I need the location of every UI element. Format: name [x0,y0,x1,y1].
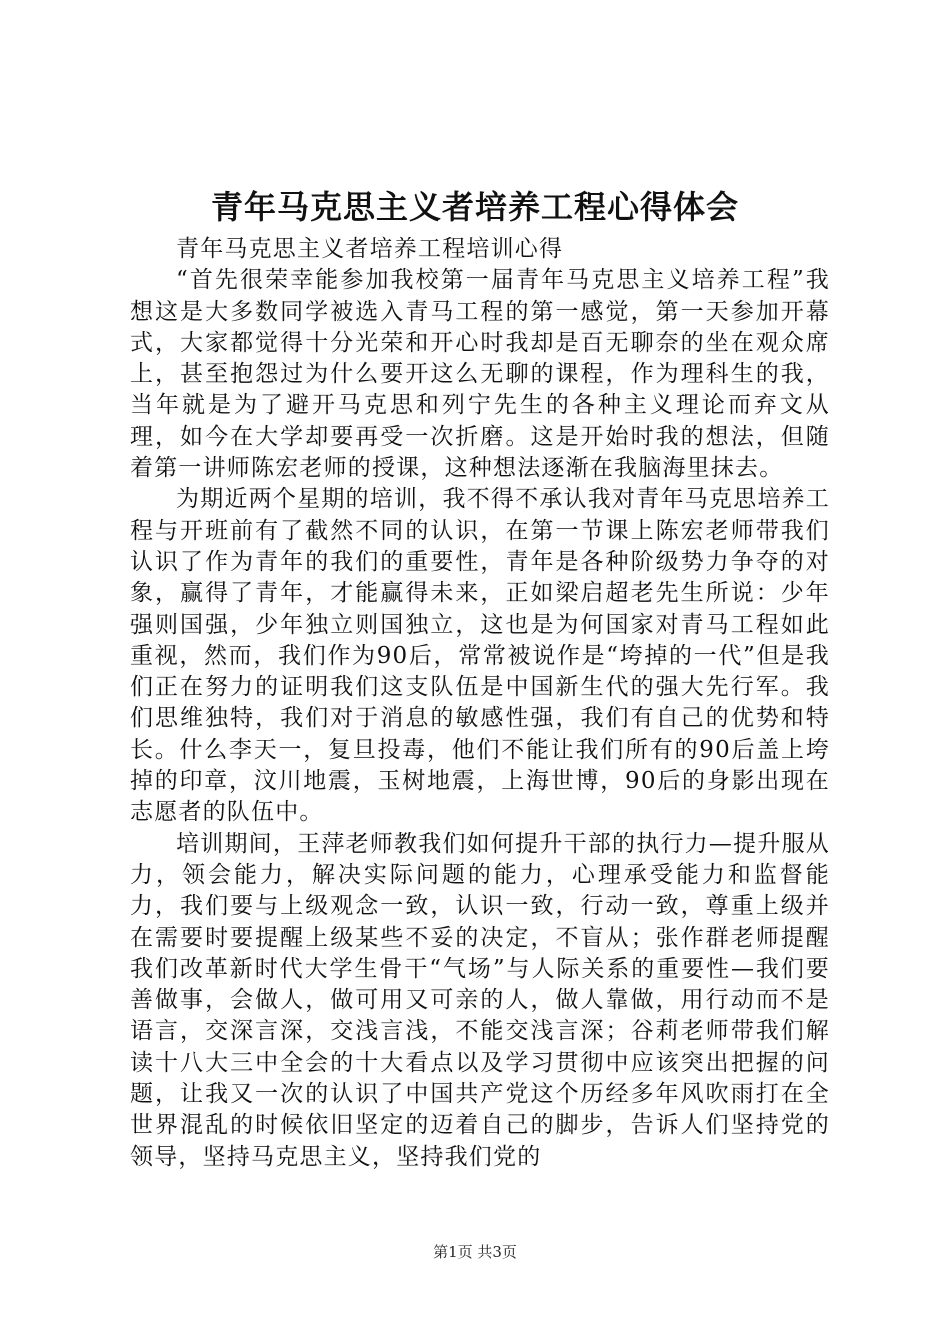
body-paragraph: “首先很荣幸能参加我校第一届青年马克思主义培养工程”我想这是大多数同学被选入青马工程的第一感觉，第一天参加开幕式，大家都觉得十分光荣和开心时我却是百无聊奈的坐在观众席上，甚至抱怨过为什么要开这么无聊的课程，作为理科生的我，当年就是为了避开马克思和列宁先生的各种主义理论而弃文从理，如今在大学却要再受一次折磨。这是开始时我的想法，但随着第一讲师陈宏老师的授课，这种想法逐渐在我脑海里抹去。 [130,267,830,482]
document-title: 青年马克思主义者培养工程心得体会 [210,188,739,226]
page-footer: 第1页 共3页 [433,1243,517,1261]
body-paragraph: 培训期间，王萍老师教我们如何提升干部的执行力—提升服从力，领会能力，解决实际问题的能力，心理承受能力和监督能力，我们要与上级观念一致，认识一致，行动一致，尊重上级并在需要时要提醒上级某些不妥的决定，不盲从；张作群老师提醒我们改革新时代大学生骨干“气场”与人际关系的重要性—我们要善做事，会做人，做可用又可亲的人，做人靠做，用行动而不是语言，交深言深，交浅言浅，不能交浅言深；谷莉老师带我们解读十八大三中全会的十大看点以及学习贯彻中应该突出把握的问题，让我又一次的认识了中国共产党这个历经多年风吹雨打在全世界混乱的时候依旧坚定的迈着自己的脚步，告诉人们坚持党的领导，坚持马克思主义，坚持我们党的 [130,830,830,1170]
subtitle-paragraph: 青年马克思主义者培养工程培训心得 [176,236,564,262]
body-paragraph: 为期近两个星期的培训，我不得不承认我对青年马克思培养工程与开班前有了截然不同的认识，在第一节课上陈宏老师带我们认识了作为青年的我们的重要性，青年是各种阶级势力争夺的对象，赢得了青年，才能赢得未来，正如梁启超老先生所说：少年强则国强，少年独立则国独立，这也是为何国家对青马工程如此重视，然而，我们作为90后，常常被说作是“垮掉的一代”但是我们正在努力的证明我们这支队伍是中国新生代的强大先行军。我们思维独特，我们对于消息的敏感性强，我们有自己的优势和特长。什么李天一，复旦投毒，他们不能让我们所有的90后盖上垮掉的印章，汶川地震，玉树地震，上海世博，90后的身影出现在志愿者的队伍中。 [130,486,830,826]
document-body [130,234,830,1173]
